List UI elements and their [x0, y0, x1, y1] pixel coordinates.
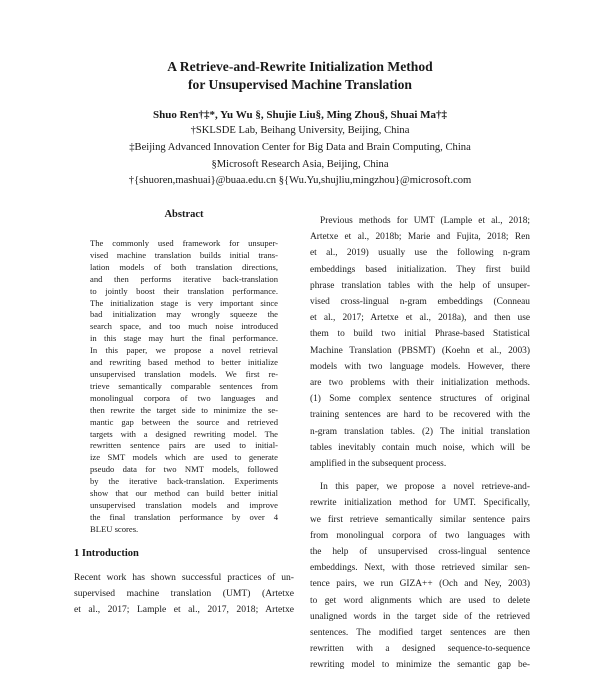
body-line: sentences. The modified target sentences are then	[310, 628, 530, 639]
intro-line: Recent work has shown successful practices of un-	[74, 572, 294, 583]
body-line: phrase translation tables with the help of unsuper-	[310, 280, 530, 291]
title-line-1: A Retrieve-and-Rewrite Initialization Method	[167, 59, 433, 74]
body-line: tence pairs, we run GIZA++ (Och and Ney, 2003)	[310, 579, 530, 590]
abstract-body	[90, 238, 278, 536]
affiliation-line: §Microsoft Research Asia, Beijing, China	[211, 158, 389, 170]
abstract-line: mantic gap between the source and retrieved	[90, 416, 278, 427]
intro-line: supervised machine translation (UMT) (Artetxe	[74, 588, 294, 600]
body-line: embeddings based initialization. They first build	[310, 264, 530, 275]
body-line: Previous methods for UMT (Lample et al., 2018;	[320, 216, 530, 226]
body-line: the help of unsupervised cross-lingual sentence	[310, 547, 530, 558]
abstract-line: unsupervised translation models and improve	[90, 499, 278, 510]
abstract-line: then rewrite the target side to minimize the se-	[90, 404, 278, 415]
body-line: Artetxe et al., 2018b; Marie and Fujita, 2018; Ren	[310, 232, 530, 243]
abstract-line: ize SMT models which are used to generate	[90, 452, 278, 463]
body-line: In this paper, we propose a novel retrieve-and-	[320, 482, 530, 493]
abstract-line: and then performs iterative back-translation	[90, 273, 278, 284]
author-list: Shuo Ren†‡*, Yu Wu §, Shujie Liu§, Ming Zhou§, Shuai Ma†‡	[152, 109, 448, 121]
body-line: (1) Some complex sentence structures of original	[310, 394, 530, 405]
abstract-line: and rewriting based method to better initialize	[90, 357, 278, 368]
body-line: models with two language models. However, there	[310, 361, 530, 372]
section-heading-introduction: 1 Introduction	[74, 548, 139, 559]
body-line: we first retrieve semantically similar sentence pairs	[310, 514, 530, 525]
abstract-line: pseudo data for two NMT models, followed	[90, 464, 278, 475]
abstract-line: trieve semantically comparable sentences from	[90, 380, 278, 391]
body-line: n-gram translation tables. (2) The initial translation	[310, 426, 530, 437]
abstract-line: targets with a designed rewriting model. The	[90, 428, 278, 439]
abstract-line: vised machine translation builds initial trans-	[90, 249, 278, 260]
affiliations	[0, 123, 600, 190]
body-line: rewrite initialization method for UMT. Specifically,	[310, 498, 530, 509]
abstract-line: by the iterative back-translation. Experiments	[90, 476, 278, 487]
body-line: rewritten with a designed sequence-to-sequence	[310, 644, 530, 655]
abstract-line: BLEU scores.	[90, 523, 139, 534]
body-line: unaligned words in the target side of the retrieved	[310, 611, 530, 622]
body-line: from monolingual corpora of two languages with	[310, 530, 530, 541]
affiliation-line: †SKLSDE Lab, Beihang University, Beijing, China	[190, 125, 410, 136]
abstract-line: in this stage may hurt the final performance.	[90, 333, 278, 344]
body-line: are two problems with their initialization methods.	[310, 378, 530, 389]
body-line: et al., 2019) usually use the following n-gram	[310, 248, 530, 259]
title-line-2: for Unsupervised Machine Translation	[188, 77, 412, 92]
abstract-line: rewritten sentence pairs are used to initial-	[90, 440, 278, 451]
body-line: training sentences are hard to be recovered with the	[310, 410, 530, 421]
abstract-line: bad initialization may wrongly squeeze the	[90, 309, 278, 320]
body-line: to get word alignments which are used to delete	[310, 595, 530, 606]
body-line: amplified in the subsequent process.	[310, 459, 447, 470]
abstract-heading: Abstract	[164, 209, 204, 220]
affiliation-line: ‡Beijing Advanced Innovation Center for Big Data and Brain Computing, China	[129, 141, 471, 153]
email-line: †{shuoren,mashuai}@buaa.edu.cn §{Wu.Yu,shujliu,mingzhou}@microsoft.com	[128, 175, 472, 187]
body-line: vised cross-lingual n-gram embeddings (Conneau	[310, 297, 530, 308]
introduction-body	[74, 570, 294, 619]
body-line: them to build two initial Phrase-based Statistical	[310, 329, 530, 340]
abstract-line: lation models of both translation directions,	[90, 261, 278, 272]
body-line: rewriting model to minimize the semantic gap be-	[310, 660, 530, 671]
abstract-line: The initialization stage is very important since	[90, 297, 278, 308]
body-line: embeddings. Next, with those retrieved similar sen-	[310, 563, 530, 574]
abstract-line: the final translation performance by over 4	[90, 511, 278, 522]
paper-title	[0, 58, 600, 94]
right-column-text	[310, 213, 530, 674]
body-line: et al., 2017; Artetxe et al., 2018a), and then use	[310, 313, 530, 324]
abstract-line: to jointly boost their translation performance.	[90, 285, 278, 296]
abstract-line: unsupervised translation models. We first re-	[90, 368, 278, 379]
abstract-line: The commonly used framework for unsuper-	[90, 238, 278, 248]
abstract-line: show that our method can build better initial	[90, 488, 278, 499]
body-line: Machine Translation (PBSMT) (Koehn et al., 2003)	[310, 345, 530, 356]
abstract-line: In this paper, we propose a novel retrieval	[90, 345, 278, 356]
body-line: tables inevitably contain much noise, which will be	[310, 442, 530, 453]
intro-line: et al., 2017; Lample et al., 2017, 2018; Artetxe	[74, 604, 294, 616]
abstract-line: search space, and too much noise introduced	[90, 321, 278, 332]
abstract-line: monolingual corpora of two languages and	[90, 392, 278, 403]
